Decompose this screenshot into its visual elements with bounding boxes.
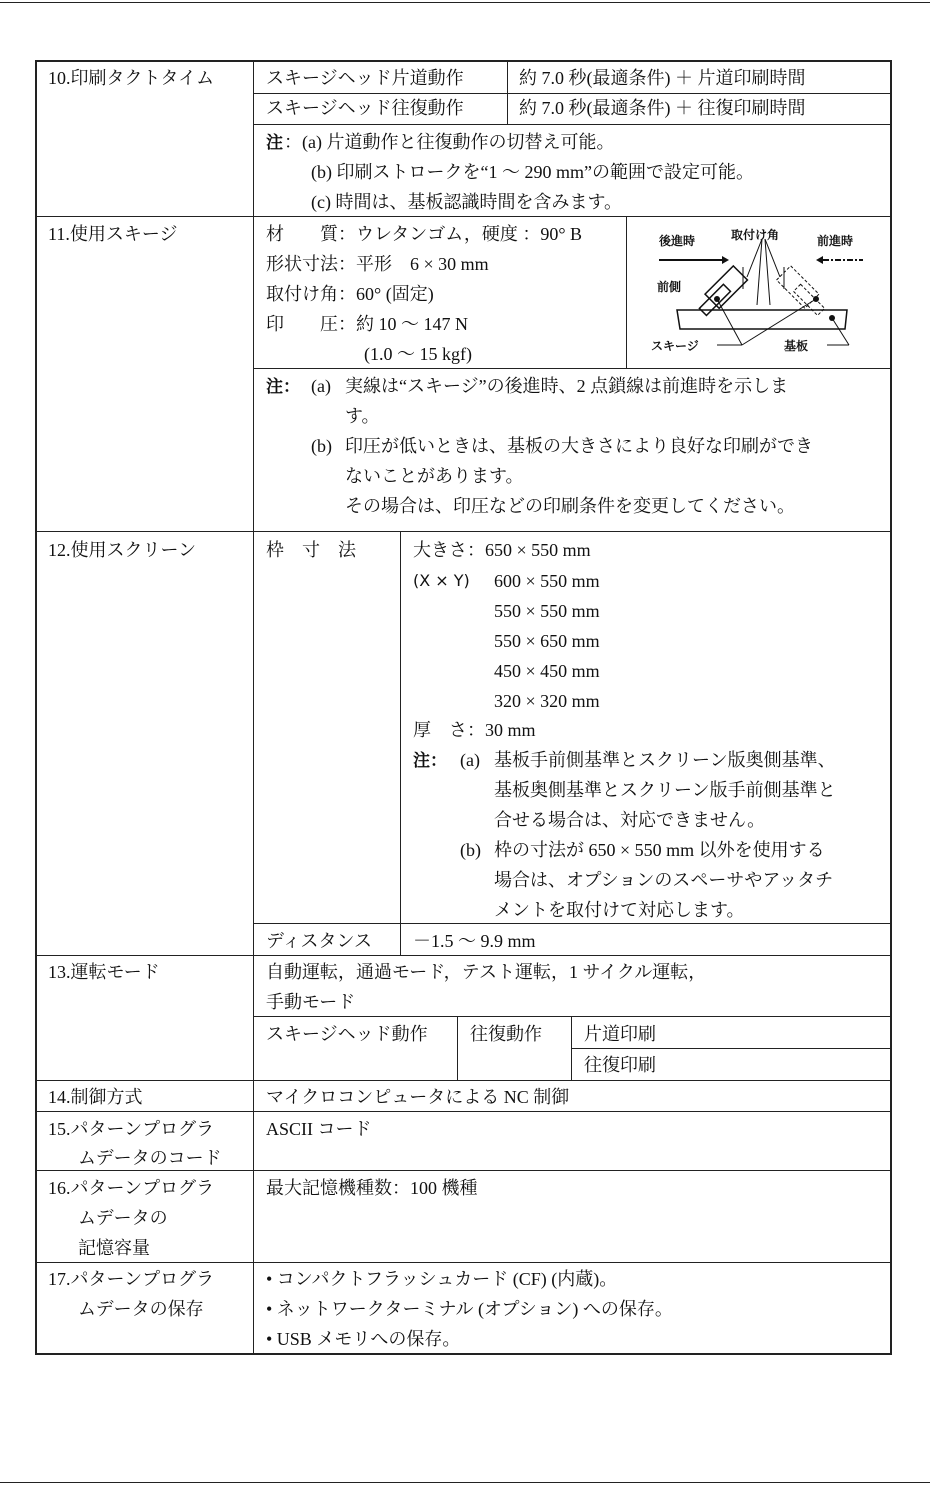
head-value: 往復動作 xyxy=(470,1024,542,1044)
row-divider xyxy=(35,1170,891,1171)
row-divider xyxy=(253,368,891,369)
print-mode: 往復印刷 xyxy=(584,1055,656,1075)
row-divider xyxy=(253,923,891,924)
thickness: 厚 さ：30 mm xyxy=(413,720,536,740)
list-item: • ネットワークターミナル (オプション) への保存。 xyxy=(266,1299,673,1319)
mode-time: 約 7.0 秒(最適条件) ＋ 往復印刷時間 xyxy=(519,98,806,118)
page-bottom-rule xyxy=(0,1482,930,1483)
col-divider xyxy=(400,531,401,955)
note: メントを取付けて対応します。 xyxy=(494,900,745,920)
note-marker: (a) xyxy=(460,750,480,770)
row-label: 12.使用スクリーン xyxy=(48,540,197,560)
col-divider xyxy=(507,60,508,124)
row-label: ムデータのコード xyxy=(78,1148,222,1168)
col-divider xyxy=(253,60,254,1354)
note: ないことがあります。 xyxy=(345,466,524,486)
note-prefix: 注： xyxy=(266,377,300,397)
note: 実線は“スキージ”の後進時、2 点鎖線は前進時を示しま xyxy=(345,376,789,396)
list-item: • USB メモリへの保存。 xyxy=(266,1329,461,1349)
note: (c) 時間は、基板認識時間を含みます。 xyxy=(311,192,623,212)
col-divider xyxy=(571,1016,572,1080)
spec-line: (1.0 ～ 15 kgf) xyxy=(364,344,472,364)
row-label: ムデータの保存 xyxy=(78,1299,204,1319)
note-marker: (b) xyxy=(460,840,481,860)
row-label: 17.パターンプログラ xyxy=(48,1269,215,1289)
spec-line: 形状寸法：平形 6 × 30 mm xyxy=(266,254,489,274)
row-divider xyxy=(35,531,891,532)
label-front: 前側 xyxy=(657,280,682,294)
row-label: 記憶容量 xyxy=(78,1238,150,1258)
row-label: 10.印刷タクトタイム xyxy=(48,68,215,88)
frame-size: 450 × 450 mm xyxy=(494,661,600,681)
note-marker: (b) xyxy=(311,436,332,456)
col-divider xyxy=(457,1016,458,1080)
row-divider xyxy=(35,1262,891,1263)
note-prefix: 注 xyxy=(266,133,283,153)
print-mode: 片道印刷 xyxy=(584,1024,656,1044)
note: 基板奥側基準とスクリーン版手前側基準と xyxy=(494,780,836,800)
row-label: 13.運転モード xyxy=(48,962,160,982)
note-marker: (a) xyxy=(311,376,331,396)
frame-size: 550 × 650 mm xyxy=(494,631,600,651)
frame-size: 600 × 550 mm xyxy=(494,571,600,591)
note: す。 xyxy=(345,406,380,426)
mode-list: 自動運転，通過モード，テスト運転，1 サイクル運転， xyxy=(266,962,707,982)
note-prefix: 注： xyxy=(413,751,447,771)
label-back: 後進時 xyxy=(659,234,696,248)
row-divider xyxy=(253,124,891,125)
row-label: 16.パターンプログラ xyxy=(48,1178,215,1198)
note: (b) 印刷ストロークを“1 ～ 290 mm”の範囲で設定可能。 xyxy=(311,162,754,182)
row-label: 15.パターンプログラ xyxy=(48,1119,215,1139)
note: 枠の寸法が 650 × 550 mm 以外を使用する xyxy=(494,840,825,860)
row-label: ムデータの xyxy=(78,1208,168,1228)
label-forward: 前進時 xyxy=(817,234,854,248)
note: 場合は、オプションのスペーサやアッタチ xyxy=(494,870,834,890)
spec-line: 材 質：ウレタンゴム，硬度 ：90° B xyxy=(266,224,583,244)
row-value: 最大記憶機種数：100 機種 xyxy=(266,1178,478,1198)
frame-size: 550 × 550 mm xyxy=(494,601,600,621)
head-label: スキージヘッド動作 xyxy=(266,1024,428,1044)
note: 合せる場合は、対応できません。 xyxy=(494,810,766,830)
row-label: 14.制御方式 xyxy=(48,1087,143,1107)
label-squeegee: スキージ xyxy=(651,339,699,353)
label-angle: 取付け角 xyxy=(731,228,780,242)
note: ：(a) 片道動作と往復動作の切替え可能。 xyxy=(284,132,615,152)
note: その場合は、印圧などの印刷条件を変更してください。 xyxy=(345,496,795,516)
row-value: マイクロコンピュータによる NC 制御 xyxy=(266,1087,570,1107)
xy-label: (X × Y) xyxy=(413,571,470,590)
row-divider xyxy=(35,1080,891,1081)
row-divider xyxy=(253,1016,891,1017)
row-divider xyxy=(571,1048,891,1049)
label-board: 基板 xyxy=(784,339,809,353)
frame-label: 枠 寸 法 xyxy=(266,540,356,560)
mode-time: 約 7.0 秒(最適条件) ＋ 片道印刷時間 xyxy=(519,68,806,88)
spec-line: 印 圧：約 10 ～ 147 N xyxy=(266,314,468,334)
list-item: • コンパクトフラッシュカード (CF) (内蔵)。 xyxy=(266,1269,618,1289)
frame-size: 320 × 320 mm xyxy=(494,691,600,711)
page-top-rule xyxy=(0,2,930,3)
distance-label: ディスタンス xyxy=(266,931,373,951)
note: 印圧が低いときは、基板の大きさにより良好な印刷ができ xyxy=(345,436,813,456)
row-divider xyxy=(35,1111,891,1112)
mode-name: スキージヘッド片道動作 xyxy=(266,68,464,88)
squeegee-diagram xyxy=(627,217,891,368)
row-divider xyxy=(253,93,891,94)
mode-list: 手動モード xyxy=(266,992,356,1012)
note: 基板手前側基準とスクリーン版奥側基準、 xyxy=(494,750,836,770)
row-value: ASCII コード xyxy=(266,1119,372,1139)
spec-line: 取付け角：60° (固定) xyxy=(266,284,434,304)
mode-name: スキージヘッド往復動作 xyxy=(266,98,464,118)
row-label: 11.使用スキージ xyxy=(48,224,178,244)
distance-value: －1.5 ～ 9.9 mm xyxy=(413,931,536,951)
row-divider xyxy=(35,955,891,956)
size-label: 大きさ：650 × 550 mm xyxy=(413,540,591,560)
